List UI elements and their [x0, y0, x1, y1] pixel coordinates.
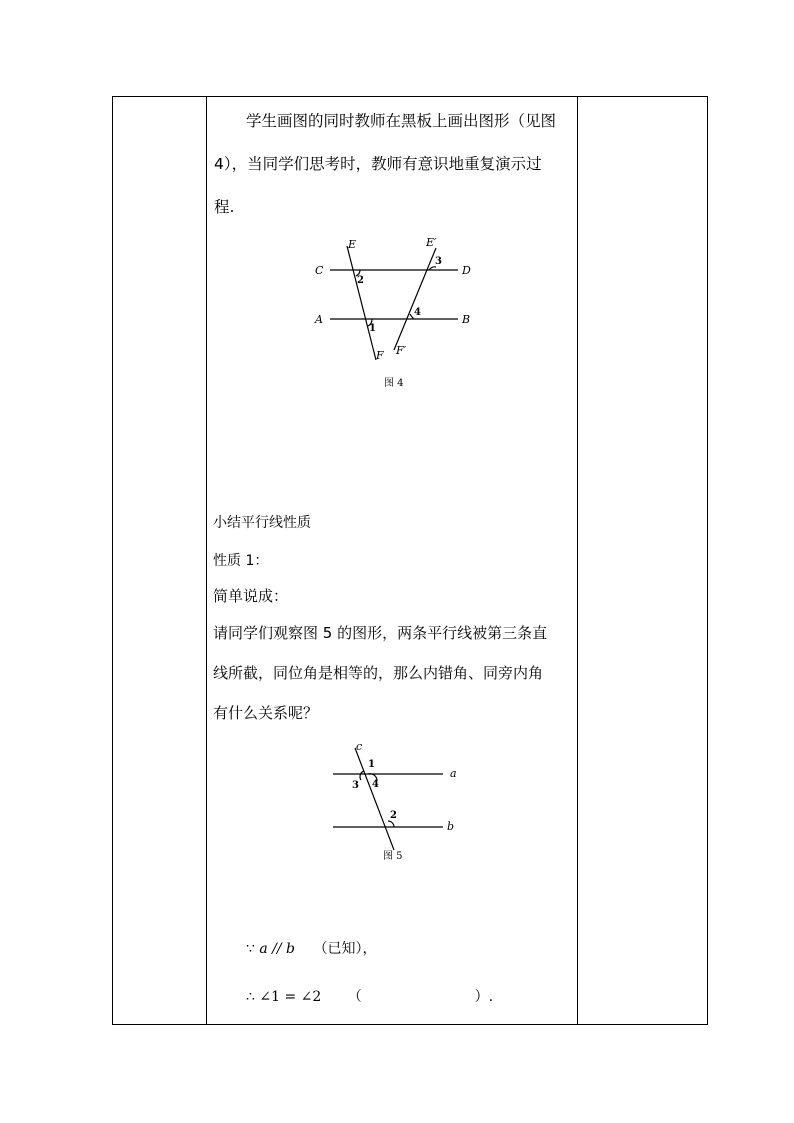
label-angle-1: 1 — [369, 323, 376, 334]
therefore-line — [246, 986, 493, 1006]
label-angle-1: 1 — [368, 759, 375, 770]
question-line-1: 请同学们观察图 5 的图形，两条平行线被第三条直 — [213, 624, 548, 642]
angle-3-arc — [360, 771, 364, 780]
label-a: a — [450, 767, 457, 780]
summary-title: 小结平行线性质 — [213, 515, 311, 531]
question-line-2: 线所截，同位角是相等的，那么内错角、同旁内角 — [213, 664, 544, 682]
label-angle-4: 4 — [414, 307, 421, 318]
angle-2-arc — [388, 821, 394, 827]
label-angle-2: 2 — [357, 275, 364, 286]
label-d: D — [462, 264, 471, 277]
intro-line-1: 学生画图的同时教师在黑板上画出图形（见图 — [246, 112, 557, 130]
question-line-3: 有什么关系呢？ — [213, 704, 319, 722]
line-e-prime-f-prime — [394, 248, 436, 350]
reason-paren-open: （ — [347, 989, 362, 1005]
label-angle-3: 3 — [352, 780, 359, 791]
label-a: A — [315, 313, 323, 326]
label-c: c — [356, 742, 363, 753]
because-line — [246, 938, 376, 958]
intro-line-2: 4），当同学们思考时，教师有意识地重复演示过 — [214, 155, 542, 173]
label-c: C — [315, 264, 324, 277]
intro-paragraph — [214, 100, 570, 229]
label-b: b — [447, 820, 455, 833]
line-ef — [347, 246, 376, 360]
reason-paren-close: ）. — [474, 989, 494, 1005]
label-angle-3: 3 — [435, 256, 442, 267]
figure-5 — [328, 742, 468, 867]
figure-5-caption: 图 5 — [383, 851, 403, 862]
therefore-expression: ∠1 = ∠2 — [259, 989, 322, 1005]
intro-line-3: 程. — [214, 198, 235, 216]
property-1: 性质 1： — [213, 553, 269, 569]
label-angle-2: 2 — [390, 810, 397, 821]
label-f-prime: F′ — [396, 344, 407, 357]
therefore-symbol: ∴ — [246, 989, 255, 1005]
label-e: E — [348, 238, 357, 251]
content-cell — [206, 96, 578, 1025]
because-expression: a // b — [259, 941, 296, 957]
label-f: F — [376, 349, 384, 362]
because-symbol: ∵ — [246, 941, 255, 957]
label-e-prime: E′ — [426, 236, 437, 249]
label-b: B — [462, 313, 471, 326]
simple-statement: 简单说成： — [213, 587, 289, 605]
figure-4-caption: 图 4 — [384, 378, 404, 389]
label-angle-4: 4 — [372, 779, 379, 790]
because-reason: （已知）， — [313, 941, 377, 957]
figure-4 — [310, 236, 480, 391]
